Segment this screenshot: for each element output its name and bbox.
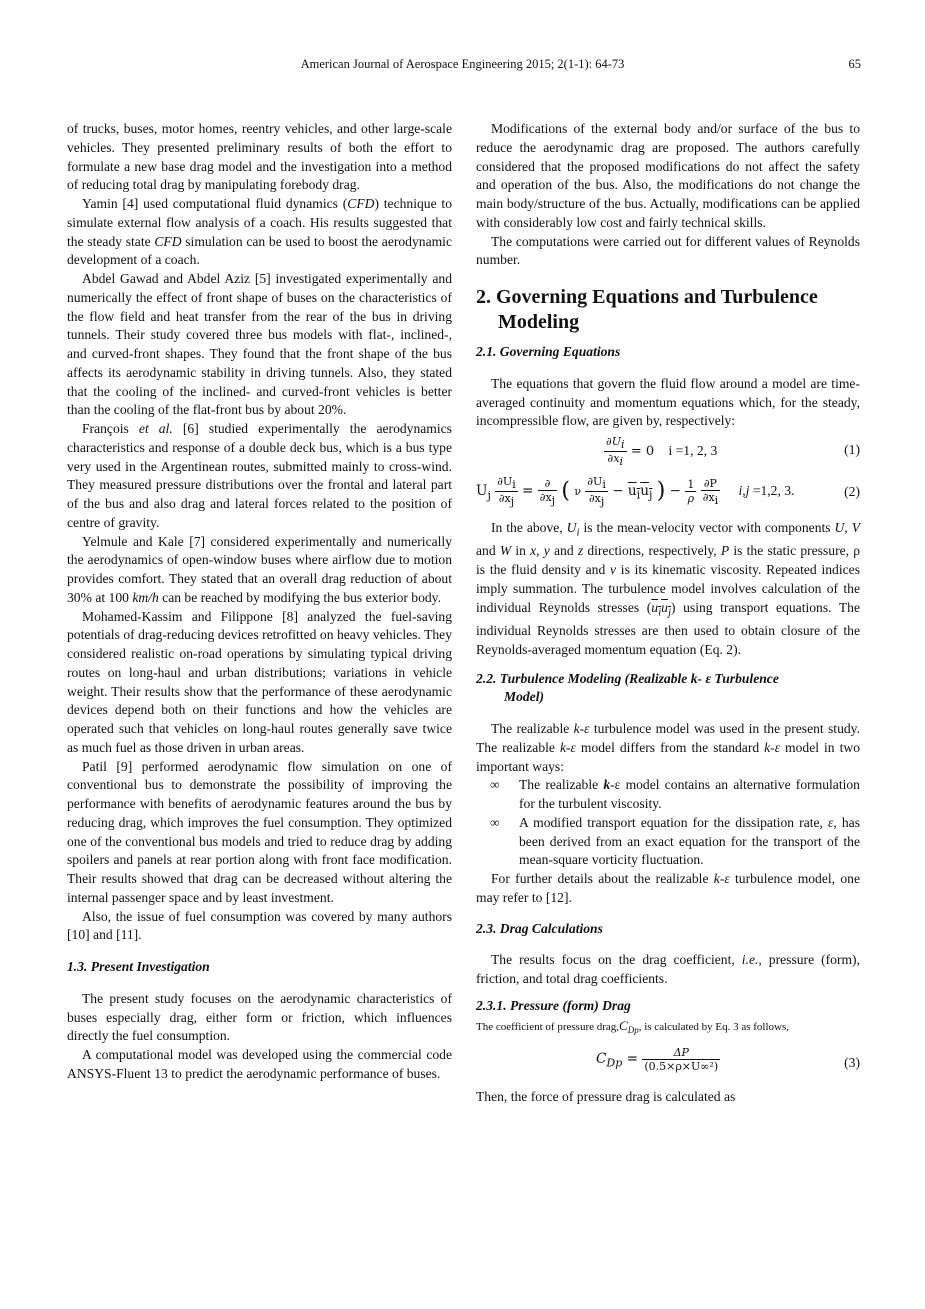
left-column: [67, 120, 452, 1084]
equation-1: $\frac{\partial U_i}{\partial x_i}$ = 0 i =1, 2, 3 (1): [606, 435, 860, 469]
paragraph: Patil [9] performed aerodynamic flow simulation on one of conventional bus to demonstrate the possibility of improving the performance with benefits of aerodynamic features around the bus by reducing drag, which improves the fuel consumption. They optimized one of the conventional bus models and tried to reduce drag by adding spoilers and panels at rear portion along with front face modification. Their results showed that drag can be decreased without altering the internal passenger space and by least investment.: [67, 758, 452, 905]
equation-fraction: $\frac{\partial U_i}{\partial x_i}$: [606, 435, 625, 469]
paragraph: The computations were carried out for different values of Reynolds number.: [476, 233, 860, 268]
paragraph: Abdel Gawad and Abdel Aziz [5] investigated experimentally and numerically the effect of front shape of buses on the characteristics of the flow field and heat transfer from the rear of the bus in driving tunnels. Their study covered three bus models with flat-, inclined-, and curved-front shapes. They found that the front shape of the bus affects its aerodynamic stability in driving tunnels. Also, they stated that the cooling of the inclined- and curved-front vehicles is better than the cooling of the flat-front bus by about 20%.: [67, 271, 452, 418]
paragraph: The coefficient of pressure $drag,C_{Dp}$, is calculated by Eq. 3 as follows,: [476, 1017, 790, 1035]
paragraph: The results focus on the drag coefficient, i.e., pressure (form), friction, and total drag coefficients.: [476, 952, 860, 987]
equation-2: $U_j$ $\frac{\partial U_i}{\partial x_j}$ = $\frac{\partial}{\partial x_j}$ ( ν $\frac{\partial U_i}{\partial x_j}$ − $u_iu_j$ ) − $\frac{1}{\rho}$ $\frac{\partial P}{\partial x_i}$ i,j =1,2, 3. (2): [476, 475, 860, 509]
bullet-icon: ∞: [490, 814, 500, 830]
paragraph: Yamin [4] used computational fluid dynamics (CFD) technique to simulate external flow analysis of a coach. His results suggested that the steady state CFD simulation can be used to boost the aerodynamic development of a coach.: [67, 196, 452, 268]
paragraph: Modifications of the external body and/or surface of the bus to reduce the aerodynamic drag are proposed. The authors carefully considered that the proposed modifications do not affect the safety and operation of the bus. Also, the modifications do not change the main body/structure of the bus. Actually, modifications can be applied with considerably low cost and fairly technical skills.: [476, 121, 860, 230]
subsection-heading: 1.3. Present Investigation: [67, 959, 210, 974]
section-heading: 2. Governing Equations and Turbulence Modeling: [476, 286, 818, 333]
paragraph: Also, the issue of fuel consumption was covered by many authors [10] and [11].: [67, 908, 452, 943]
page-number: 65: [848, 57, 861, 71]
equation-fraction: $\frac{\partial U_i}{\partial x_j}$: [587, 475, 606, 509]
journal-citation: American Journal of Aerospace Engineering 2015; 2(1-1): 64-73: [300, 57, 625, 71]
paragraph: In the above, $U_i$ is the mean-velocity vector with components U, V and W in x, y and z directions, respectively, P is the static pressure, ρ is the fluid density and ν is its kinematic viscosity. Repeated indices imply summation. The turbulence model involves calculation of the individual Reynolds stresses $(u_iu_j)$ using transport equations. The individual Reynolds stresses are then used to obtain closure of the Reynolds-averaged momentum equation (Eq. 2).: [476, 520, 861, 657]
paragraph: The equations that govern the fluid flow around a model are time-averaged continuity and momentum equations which, for the steady, incompressible flow, are given by, respectively:: [476, 375, 860, 429]
right-column: [476, 120, 860, 1107]
paragraph: The realizable k-ε turbulence model was used in the present study. The realizable k-ε model differs from the standard k-ε model in two important ways:: [476, 721, 860, 774]
running-head: [0, 57, 925, 75]
equation-number: (1): [844, 442, 860, 457]
equation-number: (3): [844, 1054, 860, 1070]
paragraph: François et al. [6] studied experimentally the aerodynamics characteristics and response of a double deck bus, which is a bus type very used in the Argentinean routes, submitted mainly to cross-wind. They measured pressure distributions over the frontal and lateral part of the bus and also drag and lateral forces related to the position of centre of gravity.: [67, 421, 452, 530]
subsection-heading: 2.1. Governing Equations: [476, 344, 621, 359]
subsection-heading: 2.3. Drag Calculations: [476, 920, 603, 936]
paragraph: The present study focuses on the aerodynamic characteristics of buses especially drag, either form or friction, which influences directly the fuel consumption.: [67, 990, 452, 1044]
paragraph: Yelmule and Kale [7] considered experimentally and numerically the aerodynamics of open-window buses where airflow due to motion provides comfort. They stated that an overall drag reduction of about 30% at 100 km/h can be reached by modifying the bus exterior body.: [67, 533, 452, 605]
equation-fraction: $\frac{\partial}{\partial x_j}$: [539, 476, 556, 507]
list-item: ∞ The realizable k-ε model contains an alternative formulation for the turbulent viscosity.: [490, 777, 860, 812]
bullet-icon: ∞: [490, 777, 500, 793]
paragraph: For further details about the realizable k-ε turbulence model, one may refer to [12].: [476, 871, 860, 905]
paragraph: A computational model was developed using the commercial code ANSYS-Fluent 13 to predict the aerodynamic performance of buses.: [67, 1047, 452, 1081]
equation-fraction: $\frac{1}{\rho}$: [687, 478, 695, 506]
equation-number: (2): [844, 484, 860, 499]
paragraph: of trucks, buses, motor homes, reentry vehicles, and other large-scale vehicles. They presented preliminary results of both the effort to formulate a new base drag model and the investigation into a method of reducing total drag by manipulating forebody drag.: [67, 121, 452, 193]
equation-fraction: $\frac{\partial P}{\partial x_i}$: [702, 476, 719, 507]
equation-3: $C_{Dp}$ = $\frac{\Delta P}{\text{(0.5×ρ×U∞²)}}$ (3): [596, 1045, 860, 1073]
subsection-heading: 2.2. Turbulence Modeling (Realizable k- ε Turbulence Model): [476, 670, 779, 705]
equation-fraction: $\frac{\Delta P}{\text{(0.5×ρ×U∞²)}}$: [644, 1045, 719, 1073]
paragraph: Then, the force of pressure drag is calculated as: [476, 1088, 736, 1104]
paragraph: Mohamed-Kassim and Filippone [8] analyzed the fuel-saving potentials of drag-reducing devices retrofitted on heavy vehicles. They considered realistic on-road operations by simulating typical driving routes on long-haul and urban distributions; variations in vehicle weight. Their results show that the performance of these aerodynamic devices depend both on their functions and how the vehicles are operated such that vehicles on long-haul routes generally save twice as much fuel as those driven in urban areas.: [67, 608, 452, 755]
list-item: ∞ A modified transport equation for the dissipation rate, ε, has been derived from an exact equation for the transport of the mean-square vorticity fluctuation.: [490, 814, 860, 868]
subsubsection-heading: 2.3.1. Pressure (form) Drag: [476, 997, 631, 1013]
equation-fraction: $\frac{\partial U_i}{\partial x_j}$: [497, 475, 516, 509]
